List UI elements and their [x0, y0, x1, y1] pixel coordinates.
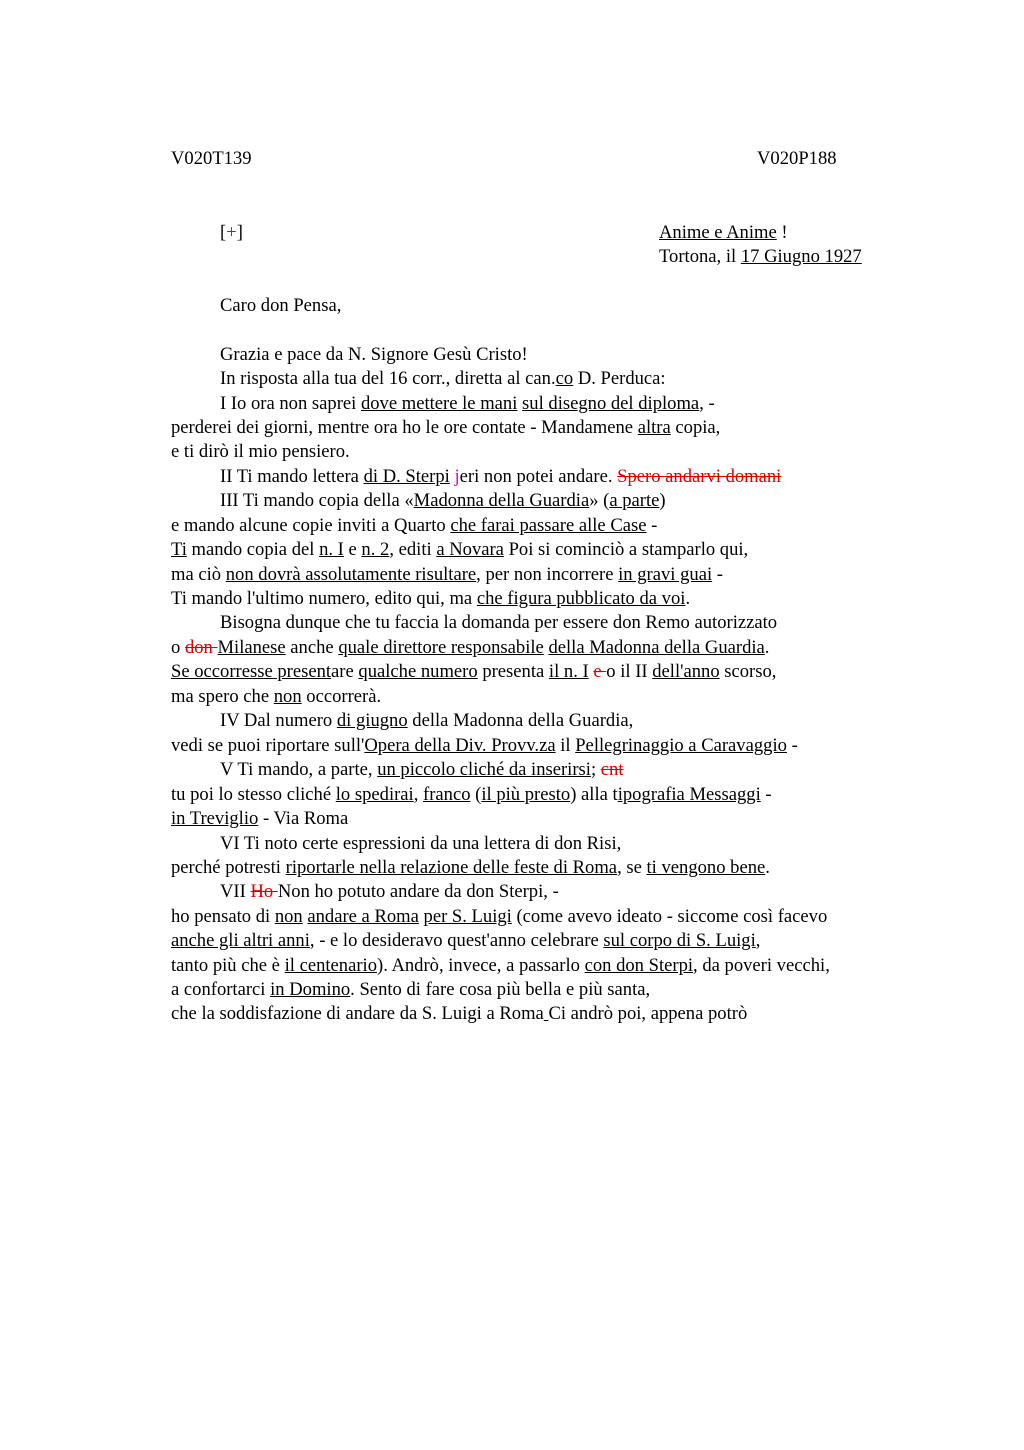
- body-line: Ti mando copia del n. I e n. 2, editi a Novara Poi si cominciò a stamparlo qui,: [171, 539, 749, 560]
- deleted-text: Spero andarvi domani: [617, 466, 782, 487]
- body-line: tu poi lo stesso cliché lo spedirai, franco (il più presto) alla tipografia Messaggi -: [171, 784, 772, 805]
- body-line: ma spero che non occorrerà.: [171, 686, 382, 707]
- body-line: In risposta alla tua del 16 corr., diretta al can.co D. Perduca:: [220, 368, 666, 389]
- body-line: Ti mando l'ultimo numero, edito qui, ma che figura pubblicato da voi.: [171, 588, 691, 609]
- letter-title-suffix: !: [776, 222, 788, 243]
- deleted-text: e: [593, 661, 607, 682]
- salutation: Caro don Pensa,: [220, 295, 342, 316]
- body-line: Bisogna dunque che tu faccia la domanda per essere don Remo autorizzato: [220, 612, 778, 633]
- document-code-left: V020T139: [171, 148, 252, 169]
- deleted-text: Ho: [250, 881, 278, 902]
- body-line: in Treviglio - Via Roma: [171, 808, 349, 829]
- plus-icon[interactable]: +: [226, 222, 237, 243]
- body-line: IV Dal numero di giugno della Madonna della Guardia,: [220, 710, 634, 731]
- inserted-letter: j: [454, 466, 460, 487]
- body-line: perché potresti riportarle nella relazione delle feste di Roma, se ti vengono bene.: [171, 857, 770, 878]
- body-line: VI Ti noto certe espressioni da una lettera di don Risi,: [220, 833, 622, 854]
- body-line: o don Milanese anche quale direttore responsabile della Madonna della Guardia.: [171, 637, 770, 658]
- body-line: ho pensato di non andare a Roma per S. Luigi (come avevo ideato - siccome così facevo: [171, 906, 828, 927]
- body-line: V Ti mando, a parte, un piccolo cliché da inserirsi; cnt: [220, 759, 624, 780]
- body-line: Grazia e pace da N. Signore Gesù Cristo!: [220, 344, 528, 365]
- body-line: Se occorresse presentare qualche numero presenta il n. I e o il II dell'anno scorso,: [171, 661, 777, 682]
- marker-close-bracket: ]: [236, 222, 243, 243]
- document-code-right: V020P188: [757, 148, 837, 169]
- letter-date-line: [659, 245, 862, 269]
- body-line: a confortarci in Domino. Sento di fare cosa più bella e più santa,: [171, 979, 651, 1000]
- body-line: e mando alcune copie inviti a Quarto che farai passare alle Case -: [171, 515, 658, 536]
- deleted-text: cnt: [600, 759, 624, 780]
- body-line: che la soddisfazione di andare da S. Luigi a Roma Ci andrò poi, appena potrò: [171, 1003, 748, 1024]
- body-line: VII Ho Non ho potuto andare da don Sterpi, -: [220, 881, 559, 902]
- body-line: anche gli altri anni, - e lo desideravo quest'anno celebrare sul corpo di S. Luigi,: [171, 930, 761, 951]
- body-line: tanto più che è il centenario). Andrò, invece, a passarlo con don Sterpi, da poveri vecchi,: [171, 955, 830, 976]
- body-line: vedi se puoi riportare sull'Opera della Div. Provv.za il Pellegrinaggio a Caravaggio -: [171, 735, 798, 756]
- body-line: II Ti mando lettera di D. Sterpi jeri non potei andare. Spero andarvi domani: [220, 466, 782, 487]
- body-line: e ti dirò il mio pensiero.: [171, 441, 350, 462]
- letter-place: Tortona, il: [659, 246, 741, 267]
- body-line: ma ciò non dovrà assolutamente risultare, per non incorrere in gravi guai -: [171, 564, 723, 585]
- letter-title: [659, 221, 788, 245]
- body-line: III Ti mando copia della «Madonna della Guardia» (a parte): [220, 490, 666, 511]
- body-line: perderei dei giorni, mentre ora ho le ore contate - Mandamene altra copia,: [171, 417, 721, 438]
- letter-title-text: Anime e Anime: [659, 222, 777, 243]
- body-line: I Io ora non saprei dove mettere le mani sul disegno del diploma, -: [220, 393, 715, 414]
- deleted-text: don: [184, 637, 218, 658]
- expand-marker[interactable]: [220, 221, 243, 245]
- letter-date: 17 Giugno 1927: [740, 246, 862, 267]
- marker-open-bracket: [: [220, 222, 227, 243]
